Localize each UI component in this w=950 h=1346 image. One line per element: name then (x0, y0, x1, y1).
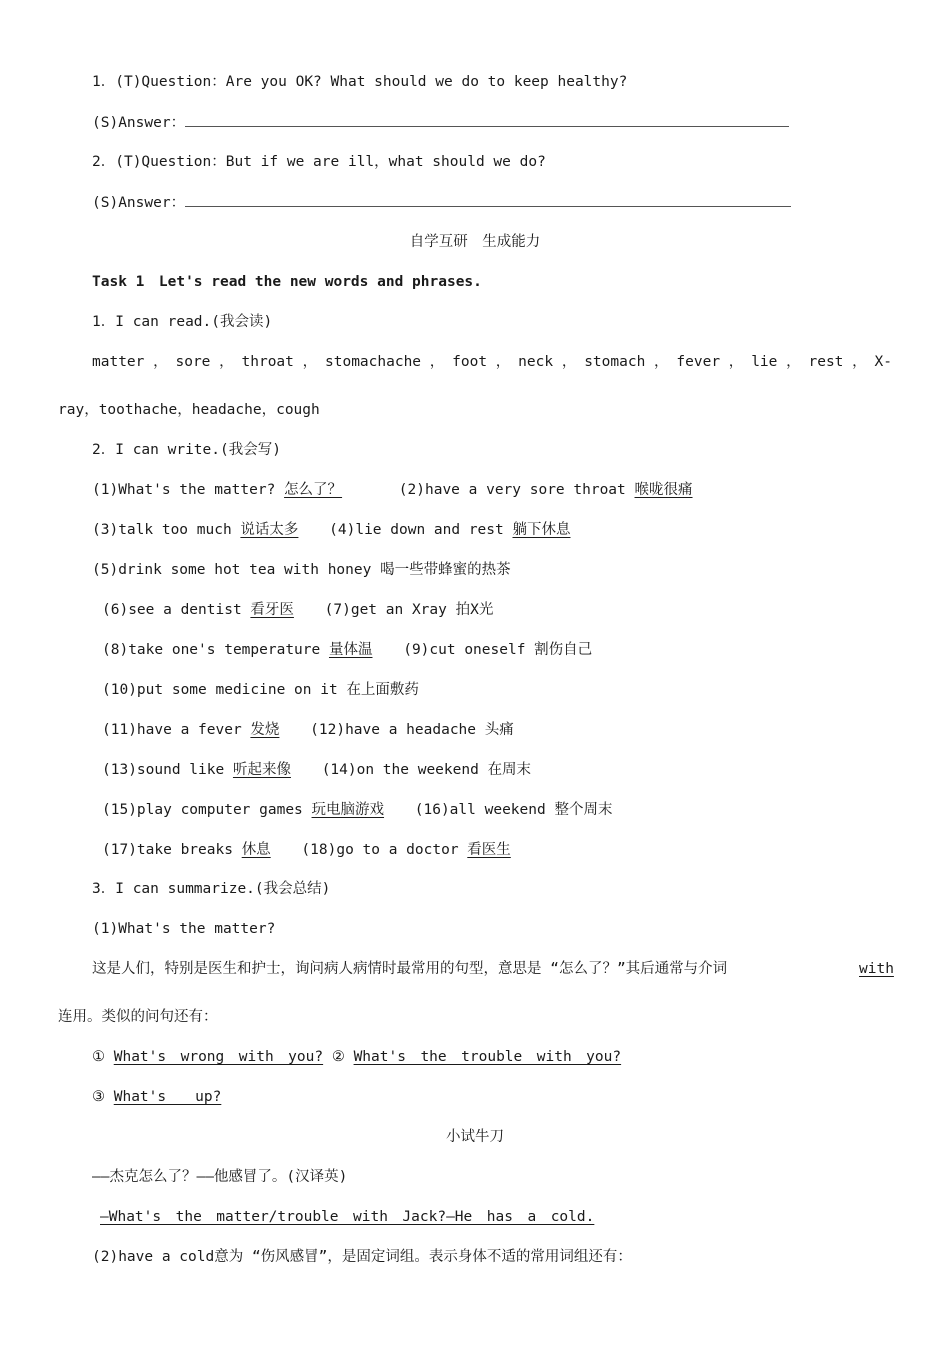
summarize-para-1 (92, 959, 727, 979)
phrase-en: (5)drink some hot tea with honey (92, 562, 372, 578)
alt-question: What's up? (113, 1089, 222, 1105)
practice-title: 小试牛刀 (446, 1129, 504, 1145)
vocab-word: matter ， (92, 354, 168, 370)
answer-2-blank[interactable] (185, 192, 791, 207)
phrase-answer: 在上面敷药 (346, 682, 419, 698)
alt-question-row-2 (92, 1087, 221, 1107)
phrase-answer: 看牙医 (250, 602, 294, 618)
practice-question: ——杰克怎么了？——他感冒了。(汉译英) (92, 1169, 348, 1185)
phrase-en: (9)cut oneself (403, 642, 526, 658)
para-text: 这是人们，特别是医生和护士，询问病人病情时最常用的句型，意思是 “怎么了？”其后通常与介词 (92, 961, 728, 977)
phrase-en: (1)What's the matter? (92, 482, 276, 498)
phrase-answer: 头痛 (484, 722, 514, 738)
answer-1-label: (S)Answer： (92, 115, 186, 131)
alt-num: ① (92, 1049, 105, 1065)
summarize-sub-1: (1)What's the matter? (92, 921, 276, 937)
phrase-answer: 听起来像 (232, 762, 291, 778)
phrase-en: (13)sound like (102, 762, 225, 778)
write-row-4 (102, 600, 493, 620)
read-heading: 1．I can read.(我会读) (92, 314, 273, 330)
phrase-en: (6)see a dentist (102, 602, 242, 618)
write-row-9 (102, 800, 612, 820)
phrase-en: (4)lie down and rest (329, 522, 504, 538)
write-row-7 (102, 720, 514, 740)
vocab-word: sore ， (175, 354, 234, 370)
vocab-word: foot ， (452, 354, 511, 370)
phrase-en: (11)have a fever (102, 722, 242, 738)
write-row-6 (102, 680, 419, 700)
phrase-en: (12)have a headache (310, 722, 477, 738)
practice-answer: —What's the matter/trouble with Jack?—He has a cold. (100, 1209, 595, 1225)
para-answer-with: with (859, 961, 894, 977)
question-2: 2．(T)Question：But if we are ill，what should we do? (92, 154, 546, 170)
write-row-2 (92, 520, 571, 540)
alt-question: What's the trouble with you? (353, 1049, 622, 1065)
summarize-para-1-cont: 连用。类似的问句还有： (58, 1009, 218, 1025)
phrase-en: (10)put some medicine on it (102, 682, 338, 698)
phrase-en: (7)get an Xray (324, 602, 447, 618)
summarize-heading: 3．I can summarize.(我会总结) (92, 881, 331, 897)
phrase-en: (14)on the weekend (321, 762, 479, 778)
alt-question-row-1 (92, 1047, 621, 1067)
write-row-1 (92, 480, 693, 500)
write-row-8 (102, 760, 531, 780)
phrase-answer: 休息 (241, 842, 271, 858)
write-row-10 (102, 840, 511, 860)
vocab-word: throat ， (241, 354, 318, 370)
phrase-answer: 喝一些带蜂蜜的热茶 (380, 562, 511, 578)
phrase-en: (15)play computer games (102, 802, 303, 818)
vocab-line-2: ray，toothache，headache，cough (58, 402, 320, 418)
vocab-word: stomachache ， (325, 354, 445, 370)
phrase-en: (8)take one's temperature (102, 642, 321, 658)
phrase-en: (16)all weekend (414, 802, 546, 818)
phrase-answer: 玩电脑游戏 (311, 802, 385, 818)
task-1-title: Task 1 Let's read the new words and phrases. (92, 274, 482, 290)
write-row-5 (102, 640, 592, 660)
section-title: 自学互研 生成能力 (409, 234, 541, 250)
write-row-3 (92, 560, 511, 580)
vocab-word: X- (874, 354, 892, 370)
answer-1-row (92, 112, 789, 133)
phrase-answer: 整个周末 (554, 802, 613, 818)
phrase-answer: 说话太多 (240, 522, 299, 538)
question-1: 1．(T)Question：Are you OK? What should we do to keep healthy? (92, 74, 628, 90)
phrase-answer: 怎么了？ (284, 482, 343, 498)
phrase-answer: 量体温 (328, 642, 373, 658)
alt-num: ③ (92, 1089, 105, 1105)
vocab-word: stomach ， (584, 354, 669, 370)
phrase-en: (17)take breaks (102, 842, 233, 858)
phrase-en: (2)have a very sore throat (398, 482, 626, 498)
answer-1-blank[interactable] (185, 112, 789, 127)
phrase-en: (18)go to a doctor (301, 842, 459, 858)
answer-2-row (92, 192, 791, 213)
phrase-answer: 看医生 (467, 842, 511, 858)
alt-question: What's wrong with you? (113, 1049, 324, 1065)
vocab-word: rest ， (808, 354, 867, 370)
phrase-answer: 喉咙很痛 (634, 482, 693, 498)
phrase-en: (3)talk too much (92, 522, 232, 538)
phrase-answer: 割伤自己 (534, 642, 593, 658)
vocab-word: lie ， (751, 354, 801, 370)
answer-2-label: (S)Answer： (92, 195, 186, 211)
vocab-word: neck ， (518, 354, 577, 370)
phrase-answer: 躺下休息 (512, 522, 571, 538)
summarize-sub-2: (2)have a cold意为 “伤风感冒”，是固定词组。表示身体不适的常用词组还有： (92, 1249, 632, 1265)
phrase-answer: 在周末 (487, 762, 532, 778)
phrase-answer: 拍X光 (455, 602, 494, 618)
write-heading: 2．I can write.(我会写) (92, 442, 281, 458)
vocab-line-1 (92, 352, 892, 372)
phrase-answer: 发烧 (250, 722, 280, 738)
vocab-word: fever ， (676, 354, 744, 370)
alt-num: ② (331, 1049, 345, 1065)
